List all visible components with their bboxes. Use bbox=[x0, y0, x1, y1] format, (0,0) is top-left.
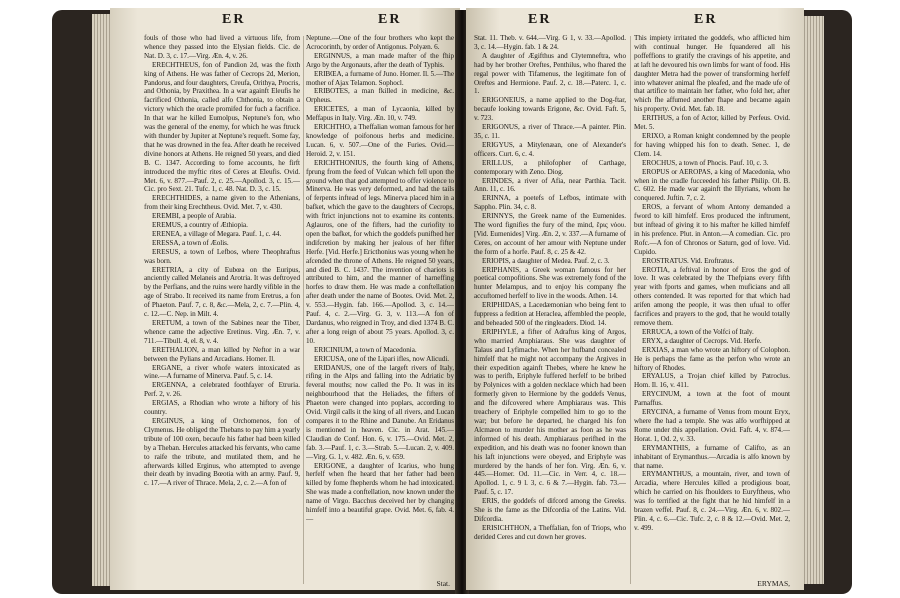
dictionary-entry: ERENEA, a village of Megara. Pauf. 1, c. 44. bbox=[152, 229, 282, 238]
dictionary-entry: ERITHUS, a fon of Actor, killed by Perfeus. Ovid. Met. 5. bbox=[634, 114, 790, 132]
dictionary-entry: ERECHTHEUS, fon of Pandion 2d, was the fixth king of Athens. He was father of Cecrops 2d, Merion, Pandorus, and four daughters, Creufa, Orithya, Procris, and Othonia, by Praxithea. In a war againft Eleufis he facrificed Othonia, called alfo Chthonia, to obtain a victory which the oracle promifed for fuch a facrifice. In that war he killed Eumolpus, Neptune's fon, who was the general of the enemy, for which he was ftruck with thunder by Jupiter at Neptune's requeft. Some fay, that he was drowned in the fea. After death he received divine honors at Athens. He reigned 50 years, and died B. C. 1347. According to fome accounts, he firft introduced the myftic rites of Ceres at Eleufis. Ovid. Met. 6, v. 877.—Pauf. 2, c. 25.—Apollod. 3, c. 15.—Cic. pro Sext. 21. Tufc. 1, c. 48. Nat. D. 3, c. 15. bbox=[144, 60, 300, 194]
dictionary-entry: ERRUCA, a town of the Volfci of Italy. bbox=[642, 327, 754, 336]
dictionary-entry: ERETRIA, a city of Eubœa on the Euripus, anciently called Melaneis and Arotria. It was deftroyed by the Perfians, and the ruins were hardly vifible in the age of Strabo. It received its name from Eretrus, a fon of Phaeton. Pauf. 7, c. 8, &c.—Mela, 2, c. 7.—Plin. 4, c. 12.—C. Nep. in Milt. 4. bbox=[144, 265, 300, 319]
dictionary-entry: ERETHALION, a man killed by Neftor in a war between the Pylians and Arcadians. Homer. Il. bbox=[144, 345, 300, 363]
dictionary-entry: ERESUS, a town of Lefbos, where Theophraftus was born. bbox=[144, 247, 300, 265]
right-page-catchword: ERYMAS, bbox=[757, 579, 790, 588]
dictionary-entry: ERISICHTHON, a Theffalian, fon of Triops, who derided Ceres and cut down her groves. bbox=[474, 523, 626, 541]
dictionary-entry: ERIPHIDAS, a Lacedæmonian who being fent to fuppress a fedition at Heraclea, affembled the people, and beheaded 500 of the ringleaders. Diod. 14. bbox=[474, 301, 626, 327]
dictionary-entry: fouls of those who had lived a virtuous life, from whence they passed into the Elysian fields. Cic. de Nat. D. 3, c. 17.—Virg. Æn. 4, v. 26. bbox=[144, 34, 300, 60]
left-page-column-2 bbox=[306, 34, 454, 586]
column-rule bbox=[630, 36, 631, 584]
dictionary-entry: ERYMANTHUS, a mountain, river, and town of Arcadia, where Hercules killed a prodigious boar, which he carried on his fhoulders to Euryftheus, who was fo terrified at the fight that he hid himfelf in a brazen veffel. Pauf. 8, c. 24.—Virg. Æn. 6, v. 802.—Plin. 4, c. 6.—Cic. Tufc. 2, c. 8 & 12.—Ovid. Met. 2, v. 499. bbox=[634, 470, 790, 532]
left-page-catchword: Stat. bbox=[436, 579, 450, 588]
dictionary-entry: ERIBŒA, a furname of Juno. Homer. Il. 5.—The mother of Ajax Telamon. Sophocl. bbox=[306, 69, 454, 87]
dictionary-entry: ERYX, a daughter of Cecrops. Vid. Herfe. bbox=[642, 336, 762, 345]
dictionary-entry: ERIDANUS, one of the largeft rivers of Italy, rifing in the Alps and falling into the Adriatic by feveral mouths; now called the Po. It was in its neighbourhood that the Heliades, the fifters of Phaeton were changed into poplars, according to Ovid. Virgil calls it the king of all rivers, and Lucan compares it to the Rhine and Danube. An Eridanus is mentioned in heaven. Cic. in Arat. 145.—Claudian de Conf. Hon. 6, v. 175.—Ovid. Met. 2, fab. 3.—Pauf. 1, c. 3.—Strab. 5.—Lucan. 2, v. 409.—Virg. G. 1, v. 482. Æn. 6, v. 659. bbox=[306, 363, 454, 461]
left-page-header-left: ER bbox=[222, 12, 246, 27]
dictionary-entry: EROPUS or AEROPAS, a king of Macedonia, who when in the cradle fucceeded his father Philip. Ol. B. C. 602. He made war againft the Illyrians, whom he conquered. Juftin. 7, c. 2. bbox=[634, 167, 790, 203]
dictionary-entry: ERGIAS, a Rhodian who wrote a hiftory of his country. bbox=[144, 399, 300, 417]
dictionary-entry: ERYMANTHIS, a furname of Califto, as an inhabitant of Erymanthus.—Arcadia is alfo known by that name. bbox=[634, 443, 790, 470]
dictionary-entry: ERGANE, a river whofe waters intoxicated as wine.—A furname of Minerva. Pauf. 5, c. 14. bbox=[144, 363, 300, 381]
dictionary-entry: EROSTRATUS. Vid. Eroftratus. bbox=[642, 256, 735, 265]
dictionary-entry: ERICINIUM, a town of Macedonia. bbox=[314, 345, 417, 354]
left-page-column-1 bbox=[144, 34, 300, 586]
dictionary-entry: ERGENNA, a celebrated foothfayer of Etruria. Perf. 2, v. 26. bbox=[144, 381, 300, 399]
dictionary-entry: ERICHTHO, a Theffalian woman famous for her knowledge of poifonous herbs and medicine. Lucan. 6, v. 507.—One of the Furies. Ovid.—Heroid. 2, v. 151. bbox=[306, 123, 454, 158]
dictionary-entry: ERICETES, a man of Lycaonia, killed by Meffapus in Italy. Virg. Æn. 10, v. 749. bbox=[306, 105, 454, 123]
dictionary-entry: EREMUS, a country of Æthiopia. bbox=[152, 221, 248, 230]
dictionary-entry: Stat. 11. Theb. v. 644.—Virg. G 1, v. 33.—Apollod. 3, c. 14.—Hygin. fab. 1 & 24. bbox=[474, 34, 626, 51]
dictionary-entry: ERIXO, a Roman knight condemned by the people for having whipped his fon to death. Senec. 1, de Clem. 14. bbox=[634, 131, 790, 158]
dictionary-entry: ERIBOTES, a man fkilled in medicine, &c. Orpheus. bbox=[306, 87, 454, 105]
dictionary-entry: ERIGYUS, a Mitylenæan, one of Alexander's officers. Curt. 6, c. 4. bbox=[474, 140, 626, 158]
dictionary-entry: ERIGONUS, a river of Thrace.—A painter. Plin. 35, c. 11. bbox=[474, 123, 626, 140]
dictionary-entry: EROS, a fervant of whom Antony demanded a fword to kill himfelf. Eros produced the inftrument, but inftead of giving it to his mafter he killed himfelf in his prefence. Plut. in Anton.—A comedian. Cic. pro Rofc.—A fon of Chronos or Saturn, god of love. Vid. Cupido. bbox=[634, 203, 790, 256]
dictionary-entry: ERIGONEIUS, a name applied to the Dog-ftar, becaufe looking towards Erigone, &c. Ovid. Faft. 5, v. 723. bbox=[474, 96, 626, 123]
dictionary-entry: ERETUM, a town of the Sabines near the Tiber, whence came the adjective Eretinus. Virg. Æn. 7, v. 711.—Tibull. 4, el. 8, v. 4. bbox=[144, 319, 300, 345]
dictionary-entry: A daughter of Ægifthus and Clytemneftra, who had by her brother Oreftes, Penthilus, who fhared the regal power with Tifamenus, the legitimate fon of Oreftes and Hermione. Pauf. 2, c. 18.—Paterc. 1, c. 1. bbox=[474, 51, 626, 96]
dictionary-entry: ERXIAS, a man who wrote an hiftory of Colophon. He is perhaps the fame as the perfon who wrote an hiftory of Rhodes. bbox=[634, 345, 790, 372]
page-edges-left bbox=[92, 14, 112, 586]
dictionary-entry: ERIPHYLE, a fifter of Adraftus king of Argos, who married Amphiaraus. She was daughter of Talaus and Lyfimache. When her hufband concealed himfelf that he might not accompany the Argives in their expedition againft Thebes, where he knew he was to perifh, Eriphyle fuffered herfelf to be bribed by Polynices with a golden necklace which had been formerly given to Hermione by the goddefs Venus, and fhe difcovered where Amphiaraus was. This treachery of Eriphyle compelled him to go to the war; but before he departed, he charged his fon Alcmæon to murder his mother as foon as he was informed of his death. Amphiaraus perifhed in the expedition, and his death was no fooner known than his laft injunctions were obeyed, and Eriphyle was murdered by the hands of her fon. Virg. Æn. 6, v. 445.—Homer. Od. 11.—Cic. in Verr. 4, c. 18.—Apollod. 1, c. 9 l. 3, c. 6 & 7.—Hygin. fab. 73.—Pauf. 5, c. 17. bbox=[474, 327, 626, 497]
dictionary-entry: ERECHTHIDES, a name given to the Athenians, from their king Erechtheus. Ovid. Met. 7, v. 430. bbox=[144, 194, 300, 212]
dictionary-entry: ERIS, the goddefs of difcord among the Greeks. She is the fame as the Difcordia of the Latins. Vid. Difcordia. bbox=[474, 497, 626, 523]
dictionary-entry: ERGINNUS, a man made mafter of the fhip Argo by the Argonauts, after the death of Typhis. bbox=[306, 51, 454, 69]
right-page bbox=[466, 8, 804, 590]
dictionary-entry: EROCHUS, a town of Phocis. Pauf. 10, c. 3. bbox=[642, 158, 769, 167]
dictionary-entry: ERYCINUM, a town at the foot of mount Parnaffus. bbox=[634, 390, 790, 408]
right-page-header-right: ER bbox=[694, 12, 718, 27]
dictionary-entry: ERYALUS, a Trojan chief killed by Patroclus. Hom. Il. 16, v. 411. bbox=[634, 372, 790, 390]
dictionary-entry: ERIOPIS, a daughter of Medea. Pauf. 2, c. 3. bbox=[482, 256, 610, 265]
dictionary-entry: ERINNYS, the Greek name of the Eumenides. The word fignifies the fury of the mind, ἔρις νόου. [Vid. Eumenides] Virg. Æn. 2, v. 337.—A furname of Ceres, on account of her amour with Neptune under the form of a horfe. Pauf. 8, c. 25 & 42. bbox=[474, 212, 626, 256]
right-page-header-left: ER bbox=[528, 12, 552, 27]
dictionary-entry: ERIGONE, a daughter of Icarius, who hung herfelf when fhe heard that her father had been killed by fome fhepherds whom he had intoxicated. She was made a conftellation, now known under the name of Virgo. Bacchus deceived her by changing himfelf into a beautiful grape. Ovid. Met. 6, fab. 4.— bbox=[306, 461, 454, 523]
dictionary-entry: EREMBI, a people of Arabia. bbox=[152, 212, 237, 221]
right-page-column-1 bbox=[474, 34, 626, 586]
dictionary-entry: ERYCINA, a furname of Venus from mount Eryx, where fhe had a temple. She was alfo worfhipped at Rome under this appellation. Ovid. Faft. 4, v. 874.—Horat. 1, Od. 2, v. 33. bbox=[634, 408, 790, 443]
dictionary-entry: ERGINUS, a king of Orchomenos, fon of Clymenus. He obliged the Thebans to pay him a yearly tribute of 100 oxen, becaufe his father had been killed by a Theban. Hercules attacked his fervants, who came to raife the tribute, and mutilated them, and he afterwards killed Erginus, who attempted to avenge their death by invading Bœotia with an army. Pauf. 9, c. 17.—A river of Thrace. Mela, 2, c. 2.—A fon of bbox=[144, 416, 300, 488]
page-edges-right bbox=[802, 16, 824, 584]
dictionary-entry: ERESSA, a town of Æolis. bbox=[152, 238, 229, 247]
left-page-header-right: ER bbox=[378, 12, 402, 27]
dictionary-entry: ERINDES, a river of Afia, near Parthia. Tacit. Ann. 11, c. 16. bbox=[474, 176, 626, 194]
dictionary-entry: EROTIA, a feftival in honor of Eros the god of love. It was celebrated by the Thefpians every fifth year with fports and games, when muficians and all others contended. It was reported for that which had arifen among the people, it was then ufual to offer facrifices and prayers to the god, that he would totally remove them. bbox=[634, 265, 790, 327]
dictionary-entry: ERILLUS, a philofopher of Carthage, contemporary with Zeno. Diog. bbox=[474, 158, 626, 176]
dictionary-entry: ERINNA, a poetefs of Lefbos, intimate with Sappho. Plin. 34, c. 8. bbox=[474, 194, 626, 212]
right-page-column-2 bbox=[634, 34, 790, 586]
dictionary-entry: This impiety irritated the goddefs, who afflicted him with continual hunger. He fquandered all his poffeffions to gratify the cravings of his appetite, and at laft he devoured his own limbs for want of food. His daughter Metra had the power of transforming herfelf into whatever animal fhe pleafed, and fhe made ufe of that artifice to maintain her father, who fold her, after which fhe affumed another fhape and became again his property. Ovid. Met. fab. 18. bbox=[634, 34, 790, 114]
dictionary-entry: ERICUSA, one of the Lipari ifles, now Alicudi. bbox=[314, 354, 450, 363]
left-page bbox=[110, 8, 460, 590]
column-rule bbox=[303, 36, 304, 584]
dictionary-entry: ERIPHANIS, a Greek woman famous for her poetical compofitions. She was extremely fond of the hunter Melampus, and to enjoy his company fhe accuftomed herfelf to live in the woods. Athen. 14. bbox=[474, 265, 626, 301]
dictionary-entry: Neptune.—One of the four brothers who kept the Acrocorinth, by order of Antigonus. Polyæn. 6. bbox=[306, 34, 454, 51]
dictionary-entry: ERICHTHONIUS, the fourth king of Athens, fprung from the feed of Vulcan which fell upon the ground when that god attempted to offer violence to Minerva. He was very deformed, and had the tails of ferpents inftead of legs. Minerva placed him in a bafket, which the gave to the daughters of Cecrops, with ftrict injunctions not to examine its contents. Aglauros, one of the fifters, had the curiofity to open the bafket, for which the goddefs punifhed her indifcretion by making her jealous of her fifter Herfe. [Vid. Herfe.] Ericthonius was young when he afcended the throne of Athens. He reigned 50 years, and died B. C. 1437. The invention of chariots is attributed to him, and the manner of harneffing horfes to draw them. He was made a conftellation after death under the name of Bootes. Ovid. Met. 2, v. 553.—Hygin. fab. 166.—Apollod. 3, c. 14.—Pauf. 4, c. 2.—Virg. G. 3, v. 113.—A fon of Dardanus, who reigned in Troy, and died 1374 B. C. after a long reign of about 75 years. Apollod. 3, c. 10. bbox=[306, 158, 454, 345]
